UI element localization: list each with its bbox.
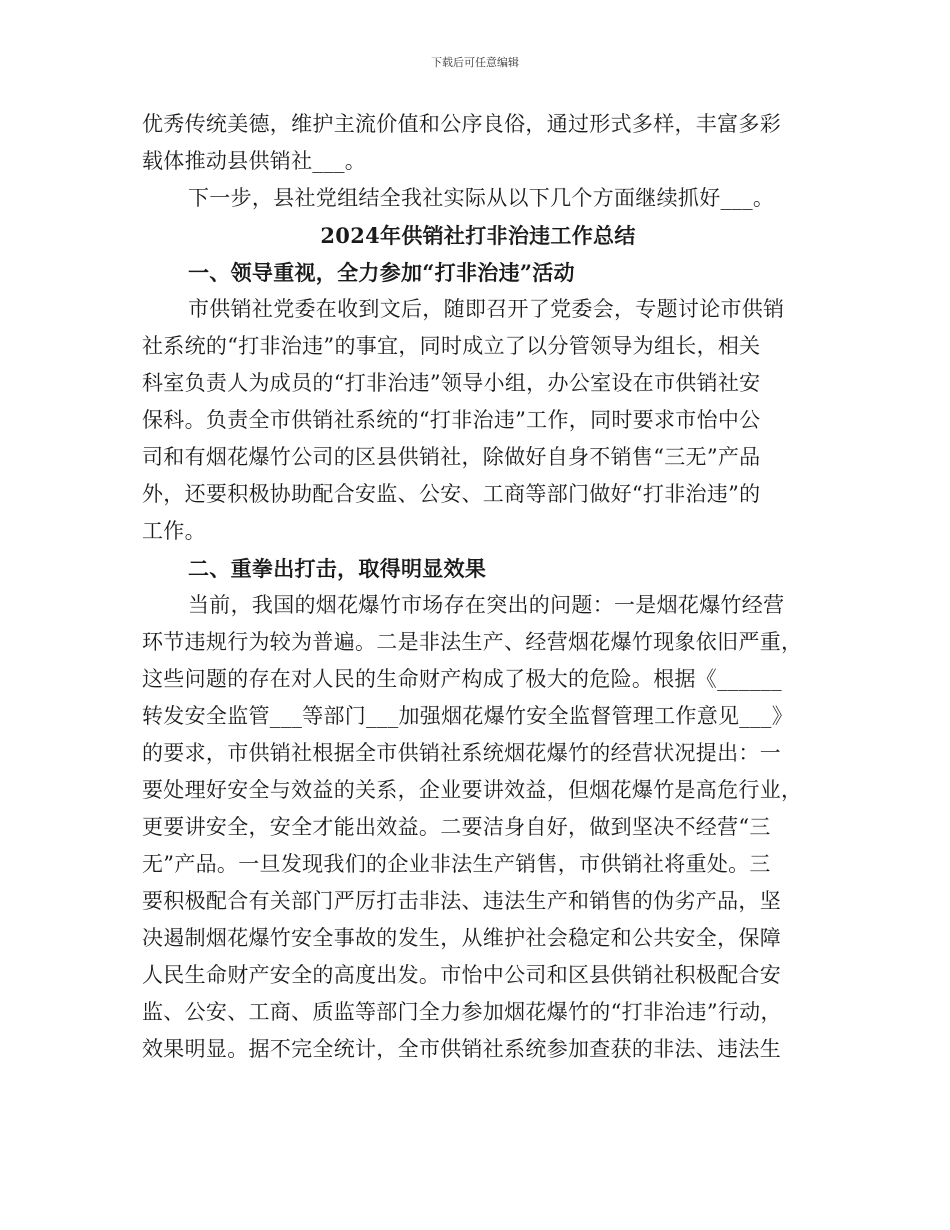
paragraph-line: 优秀传统美德，维护主流价值和公序良俗，通过形式多样，丰富多彩 — [142, 112, 781, 136]
header-note: 下载后可任意编辑 — [431, 56, 519, 69]
paragraph-line: 下一步，县社党组结全我社实际从以下几个方面继续抓好___。 — [188, 186, 775, 210]
paragraph-line: 决遏制烟花爆竹安全事故的发生，从维护社会稳定和公共安全，保障 — [142, 926, 781, 950]
paragraph-line: 要积极配合有关部门严厉打击非法、违法生产和销售的伪劣产品，坚 — [142, 889, 781, 913]
paragraph-line: 市供销社党委在收到文后，随即召开了党委会，专题讨论市供销 — [188, 297, 785, 321]
paragraph-line: 科室负责人为成员的“打非治违”领导小组，办公室设在市供销社安 — [142, 371, 761, 395]
paragraph-line: 的要求，市供销社根据全市供销社系统烟花爆竹的经营状况提出：一 — [142, 741, 781, 765]
paragraph-line: 更要讲安全，安全才能出效益。二要洁身自好，做到坚决不经营“三 — [142, 815, 771, 839]
paragraph-line: 工作。 — [142, 519, 206, 543]
paragraph-line: 监、公安、工商、质监等部门全力参加烟花爆竹的“打非治违”行动， — [142, 1000, 782, 1024]
paragraph-line: 效果明显。据不完全统计，全市供销社系统参加查获的非法、违法生 — [142, 1037, 781, 1061]
section-heading: 一、领导重视，全力参加“打非治违”活动 — [188, 260, 575, 285]
paragraph-line: 要处理好安全与效益的关系，企业要讲效益，但烟花爆竹是高危行业， — [142, 778, 803, 802]
section-heading: 二、重拳出打击，取得明显效果 — [188, 556, 487, 581]
paragraph-line: 外，还要积极协助配合安监、公安、工商等部门做好“打非治违”的 — [142, 482, 761, 506]
paragraph-line: 这些问题的存在对人民的生命财产构成了极大的危险。根据《______ — [142, 667, 782, 691]
paragraph-line: 转发安全监管___等部门___加强烟花爆竹安全监督管理工作意见___》 — [142, 704, 793, 728]
document-title: 2024年供销社打非治违工作总结 — [320, 223, 636, 248]
paragraph-line: 载体推动县供销社___。 — [142, 149, 367, 173]
paragraph-line: 社系统的“打非治违”的事宜，同时成立了以分管领导为组长，相关 — [142, 334, 761, 358]
paragraph-line: 人民生命财产安全的高度出发。市怡中公司和区县供销社积极配合安 — [142, 963, 781, 987]
paragraph-line: 当前，我国的烟花爆竹市场存在突出的问题：一是烟花爆竹经营 — [188, 593, 785, 617]
document-body — [142, 106, 814, 1068]
paragraph-line: 司和有烟花爆竹公司的区县供销社，除做好自身不销售“三无”产品 — [142, 445, 761, 469]
paragraph-line: 环节违规行为较为普遍。二是非法生产、经营烟花爆竹现象依旧严重， — [142, 630, 803, 654]
paragraph-line: 无”产品。一旦发现我们的企业非法生产销售，市供销社将重处。三 — [142, 852, 771, 876]
paragraph-line: 保科。负责全市供销社系统的“打非治违”工作，同时要求市怡中公 — [142, 408, 761, 432]
